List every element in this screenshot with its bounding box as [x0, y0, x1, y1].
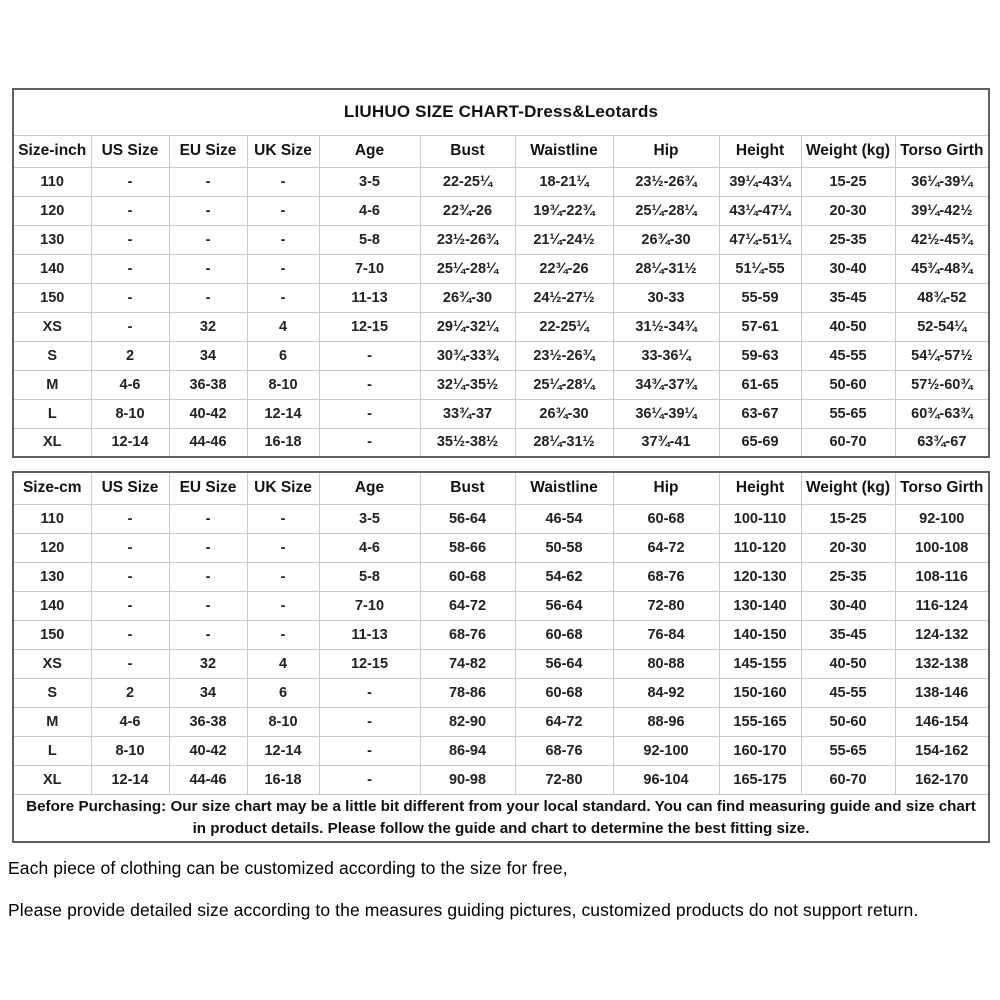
table-cell: 35-45	[801, 620, 895, 649]
table-cell: 44-46	[169, 428, 247, 457]
table-cell: -	[319, 341, 420, 370]
table-cell: -	[91, 225, 169, 254]
table-cell: -	[319, 765, 420, 794]
table-cell: 12-15	[319, 312, 420, 341]
table-cell: 60-68	[420, 562, 515, 591]
table-cell: 108-116	[895, 562, 989, 591]
title-row	[13, 89, 989, 135]
table-cell: 100-110	[719, 504, 801, 533]
table-cell: 61-65	[719, 370, 801, 399]
column-header: Hip	[613, 472, 719, 504]
table-cell: 28¼-31½	[515, 428, 613, 457]
customization-note: Each piece of clothing can be customized according to the size for free,	[8, 858, 568, 878]
table-cell: -	[247, 620, 319, 649]
table-cell: 5-8	[319, 225, 420, 254]
table-cell: L	[13, 399, 91, 428]
cm-table-body	[13, 504, 989, 794]
table-cell: 76-84	[613, 620, 719, 649]
table-cell: 48¾-52	[895, 283, 989, 312]
table-cell: 160-170	[719, 736, 801, 765]
table-cell: 120	[13, 196, 91, 225]
table-cell: 47¼-51¼	[719, 225, 801, 254]
table-cell: 11-13	[319, 620, 420, 649]
table-cell: 96-104	[613, 765, 719, 794]
table-row	[13, 254, 989, 283]
table-cell: 21¼-24½	[515, 225, 613, 254]
table-cell: 35-45	[801, 283, 895, 312]
table-cell: 64-72	[515, 707, 613, 736]
column-header: Age	[319, 135, 420, 167]
table-cell: -	[169, 591, 247, 620]
footer-notes	[8, 858, 992, 942]
table-cell: 3-5	[319, 504, 420, 533]
table-cell: M	[13, 370, 91, 399]
table-cell: 29¼-32¼	[420, 312, 515, 341]
table-row	[13, 533, 989, 562]
table-cell: -	[91, 533, 169, 562]
table-cell: 6	[247, 678, 319, 707]
table-cell: 6	[247, 341, 319, 370]
table-row	[13, 620, 989, 649]
table-cell: 55-65	[801, 736, 895, 765]
table-cell: -	[247, 196, 319, 225]
table-cell: 50-60	[801, 707, 895, 736]
table-cell: 55-59	[719, 283, 801, 312]
table-cell: 58-66	[420, 533, 515, 562]
table-cell: 34	[169, 341, 247, 370]
table-cell: 155-165	[719, 707, 801, 736]
table-cell: 39¼-43¼	[719, 167, 801, 196]
column-header: Torso Girth	[895, 472, 989, 504]
table-row	[13, 312, 989, 341]
column-header: EU Size	[169, 472, 247, 504]
column-header: Weight (kg)	[801, 472, 895, 504]
table-row	[13, 736, 989, 765]
table-cell: 88-96	[613, 707, 719, 736]
table-cell: XL	[13, 428, 91, 457]
table-cell: 82-90	[420, 707, 515, 736]
table-cell: 36-38	[169, 370, 247, 399]
table-cell: 12-14	[91, 428, 169, 457]
table-cell: 140	[13, 591, 91, 620]
table-cell: 130-140	[719, 591, 801, 620]
table-cell: 4-6	[319, 533, 420, 562]
table-cell: 146-154	[895, 707, 989, 736]
table-cell: 130	[13, 562, 91, 591]
table-cell: -	[319, 399, 420, 428]
table-cell: 56-64	[515, 649, 613, 678]
table-cell: -	[247, 591, 319, 620]
table-cell: 74-82	[420, 649, 515, 678]
column-header: Size-cm	[13, 472, 91, 504]
table-cell: 64-72	[420, 591, 515, 620]
table-cell: 110	[13, 504, 91, 533]
table-cell: -	[91, 254, 169, 283]
table-cell: 65-69	[719, 428, 801, 457]
column-header: UK Size	[247, 472, 319, 504]
table-row	[13, 591, 989, 620]
table-cell: 24½-27½	[515, 283, 613, 312]
table-cell: 7-10	[319, 591, 420, 620]
table-cell: 110-120	[719, 533, 801, 562]
table-row	[13, 399, 989, 428]
table-cell: S	[13, 341, 91, 370]
table-cell: 18-21¼	[515, 167, 613, 196]
table-cell: 140-150	[719, 620, 801, 649]
table-cell: 140	[13, 254, 91, 283]
table-cell: 30-40	[801, 591, 895, 620]
table-cell: 30-33	[613, 283, 719, 312]
table-cell: 165-175	[719, 765, 801, 794]
table-cell: 63-67	[719, 399, 801, 428]
table-cell: -	[91, 196, 169, 225]
table-cell: 72-80	[515, 765, 613, 794]
table-cell: 30-40	[801, 254, 895, 283]
inch-table-body	[13, 167, 989, 457]
table-cell: 132-138	[895, 649, 989, 678]
table-row	[13, 707, 989, 736]
table-cell: 15-25	[801, 167, 895, 196]
table-cell: 40-42	[169, 736, 247, 765]
table-cell: -	[247, 254, 319, 283]
table-cell: -	[169, 283, 247, 312]
table-cell: -	[91, 167, 169, 196]
table-cell: 90-98	[420, 765, 515, 794]
table-cell: 22-25¼	[515, 312, 613, 341]
table-cell: 51¼-55	[719, 254, 801, 283]
table-cell: 31½-34¾	[613, 312, 719, 341]
table-cell: 72-80	[613, 591, 719, 620]
column-header: Hip	[613, 135, 719, 167]
table-row	[13, 283, 989, 312]
table-cell: 25-35	[801, 562, 895, 591]
table-cell: 120	[13, 533, 91, 562]
table-cell: 46-54	[515, 504, 613, 533]
table-cell: -	[169, 504, 247, 533]
size-chart	[12, 88, 988, 843]
table-cell: 36¼-39¼	[895, 167, 989, 196]
table-cell: -	[91, 649, 169, 678]
table-cell: XL	[13, 765, 91, 794]
table-cell: -	[169, 225, 247, 254]
table-cell: 39¼-42½	[895, 196, 989, 225]
table-cell: 84-92	[613, 678, 719, 707]
table-cell: 120-130	[719, 562, 801, 591]
table-cell: 44-46	[169, 765, 247, 794]
table-cell: XS	[13, 312, 91, 341]
table-cell: -	[169, 562, 247, 591]
table-cell: 35½-38½	[420, 428, 515, 457]
table-cell: -	[169, 254, 247, 283]
table-cell: 4-6	[319, 196, 420, 225]
table-cell: 16-18	[247, 765, 319, 794]
table-cell: 45¾-48¾	[895, 254, 989, 283]
table-cell: 43¼-47¼	[719, 196, 801, 225]
column-header: Age	[319, 472, 420, 504]
table-cell: 154-162	[895, 736, 989, 765]
table-cell: 54-62	[515, 562, 613, 591]
column-header: Size-inch	[13, 135, 91, 167]
table-cell: -	[169, 167, 247, 196]
column-header: Bust	[420, 472, 515, 504]
table-row	[13, 765, 989, 794]
table-row	[13, 167, 989, 196]
table-cell: 36¼-39¼	[613, 399, 719, 428]
table-cell: -	[319, 428, 420, 457]
table-cell: 59-63	[719, 341, 801, 370]
table-cell: 100-108	[895, 533, 989, 562]
table-cell: 64-72	[613, 533, 719, 562]
table-cell: -	[91, 504, 169, 533]
table-cell: -	[91, 591, 169, 620]
table-cell: 110	[13, 167, 91, 196]
table-cell: 150	[13, 620, 91, 649]
column-header: US Size	[91, 472, 169, 504]
table-cell: 86-94	[420, 736, 515, 765]
table-cell: 23½-26¾	[515, 341, 613, 370]
column-header: Height	[719, 472, 801, 504]
table-cell: -	[247, 283, 319, 312]
table-row	[13, 341, 989, 370]
table-cell: 50-60	[801, 370, 895, 399]
inch-header-row	[13, 135, 989, 167]
table-cell: 60-68	[515, 620, 613, 649]
table-cell: 23½-26¾	[420, 225, 515, 254]
table-cell: 56-64	[515, 591, 613, 620]
table-cell: 45-55	[801, 678, 895, 707]
table-cell: 34¾-37¾	[613, 370, 719, 399]
table-cell: 4	[247, 312, 319, 341]
size-chart-cm-table	[12, 471, 990, 843]
table-cell: 4-6	[91, 370, 169, 399]
table-cell: 8-10	[91, 736, 169, 765]
table-cell: 56-64	[420, 504, 515, 533]
table-cell: 25-35	[801, 225, 895, 254]
table-cell: 68-76	[515, 736, 613, 765]
table-cell: 26¾-30	[515, 399, 613, 428]
table-cell: 28¼-31½	[613, 254, 719, 283]
table-cell: 34	[169, 678, 247, 707]
table-cell: 60-70	[801, 428, 895, 457]
table-row	[13, 225, 989, 254]
column-header: US Size	[91, 135, 169, 167]
table-cell: 78-86	[420, 678, 515, 707]
table-cell: 145-155	[719, 649, 801, 678]
column-header: EU Size	[169, 135, 247, 167]
table-cell: 26¾-30	[420, 283, 515, 312]
column-header: Weight (kg)	[801, 135, 895, 167]
table-cell: 63¾-67	[895, 428, 989, 457]
table-cell: 25¼-28¼	[613, 196, 719, 225]
table-cell: 8-10	[91, 399, 169, 428]
column-header: Bust	[420, 135, 515, 167]
table-cell: -	[319, 736, 420, 765]
table-cell: 22¾-26	[515, 254, 613, 283]
table-cell: M	[13, 707, 91, 736]
table-cell: -	[247, 533, 319, 562]
table-cell: 124-132	[895, 620, 989, 649]
table-cell: 37¾-41	[613, 428, 719, 457]
table-cell: 32	[169, 312, 247, 341]
table-cell: -	[91, 312, 169, 341]
size-chart-inch-table	[12, 88, 990, 458]
chart-title: LIUHUO SIZE CHART-Dress&Leotards	[13, 89, 989, 135]
table-cell: 12-15	[319, 649, 420, 678]
table-cell: 36-38	[169, 707, 247, 736]
table-cell: 138-146	[895, 678, 989, 707]
table-cell: 116-124	[895, 591, 989, 620]
note-row	[13, 794, 989, 842]
table-cell: 33-36¼	[613, 341, 719, 370]
table-cell: 7-10	[319, 254, 420, 283]
table-row	[13, 428, 989, 457]
table-cell: -	[91, 620, 169, 649]
table-cell: 130	[13, 225, 91, 254]
table-cell: 92-100	[613, 736, 719, 765]
table-cell: 12-14	[91, 765, 169, 794]
table-cell: 45-55	[801, 341, 895, 370]
table-cell: 54¼-57½	[895, 341, 989, 370]
table-cell: S	[13, 678, 91, 707]
table-cell: -	[247, 504, 319, 533]
return-policy-note: Please provide detailed size according to the measures guiding pictures, customized products do not support return.	[8, 900, 919, 920]
table-cell: 57½-60¾	[895, 370, 989, 399]
table-cell: -	[247, 225, 319, 254]
table-cell: L	[13, 736, 91, 765]
column-header: Torso Girth	[895, 135, 989, 167]
table-cell: 33¾-37	[420, 399, 515, 428]
table-cell: -	[319, 678, 420, 707]
table-cell: 23½-26¾	[613, 167, 719, 196]
table-cell: 68-76	[613, 562, 719, 591]
table-cell: 4	[247, 649, 319, 678]
table-row	[13, 196, 989, 225]
table-cell: 25¼-28¼	[420, 254, 515, 283]
table-cell: 15-25	[801, 504, 895, 533]
table-cell: 12-14	[247, 736, 319, 765]
table-cell: 80-88	[613, 649, 719, 678]
table-cell: 42½-45¾	[895, 225, 989, 254]
column-header: Height	[719, 135, 801, 167]
table-cell: 16-18	[247, 428, 319, 457]
table-cell: 20-30	[801, 533, 895, 562]
table-cell: 150	[13, 283, 91, 312]
table-cell: 8-10	[247, 370, 319, 399]
column-header: Waistline	[515, 472, 613, 504]
table-cell: 60-70	[801, 765, 895, 794]
table-cell: -	[319, 370, 420, 399]
table-row	[13, 649, 989, 678]
table-cell: 55-65	[801, 399, 895, 428]
table-cell: 40-50	[801, 649, 895, 678]
table-cell: 68-76	[420, 620, 515, 649]
table-cell: 8-10	[247, 707, 319, 736]
table-cell: 60-68	[515, 678, 613, 707]
table-cell: 4-6	[91, 707, 169, 736]
table-cell: 60-68	[613, 504, 719, 533]
table-cell: 92-100	[895, 504, 989, 533]
table-cell: 32	[169, 649, 247, 678]
table-cell: 150-160	[719, 678, 801, 707]
table-cell: -	[247, 562, 319, 591]
table-row	[13, 562, 989, 591]
table-cell: 40-50	[801, 312, 895, 341]
table-cell: 2	[91, 341, 169, 370]
table-cell: -	[91, 283, 169, 312]
table-cell: -	[169, 533, 247, 562]
table-cell: 20-30	[801, 196, 895, 225]
table-cell: 32¼-35½	[420, 370, 515, 399]
table-row	[13, 678, 989, 707]
table-row	[13, 370, 989, 399]
table-cell: -	[91, 562, 169, 591]
purchase-note: Before Purchasing: Our size chart may be a little bit different from your local standard. You can find measuring guide and size chart in product details. Please follow the guide and chart to determine the best fitting size.	[13, 794, 989, 842]
table-cell: -	[319, 707, 420, 736]
table-cell: XS	[13, 649, 91, 678]
table-row	[13, 504, 989, 533]
table-cell: 12-14	[247, 399, 319, 428]
table-cell: 22¾-26	[420, 196, 515, 225]
cm-header-row	[13, 472, 989, 504]
table-cell: 25¼-28¼	[515, 370, 613, 399]
column-header: UK Size	[247, 135, 319, 167]
table-cell: 30¾-33¾	[420, 341, 515, 370]
table-cell: 162-170	[895, 765, 989, 794]
table-cell: 3-5	[319, 167, 420, 196]
table-cell: 22-25¼	[420, 167, 515, 196]
column-header: Waistline	[515, 135, 613, 167]
table-cell: -	[247, 167, 319, 196]
table-cell: 2	[91, 678, 169, 707]
table-cell: -	[169, 620, 247, 649]
table-cell: 26¾-30	[613, 225, 719, 254]
table-cell: 52-54¼	[895, 312, 989, 341]
table-cell: 57-61	[719, 312, 801, 341]
table-cell: -	[169, 196, 247, 225]
table-cell: 40-42	[169, 399, 247, 428]
table-cell: 60¾-63¾	[895, 399, 989, 428]
table-cell: 11-13	[319, 283, 420, 312]
table-cell: 50-58	[515, 533, 613, 562]
table-cell: 5-8	[319, 562, 420, 591]
table-cell: 19¾-22¾	[515, 196, 613, 225]
